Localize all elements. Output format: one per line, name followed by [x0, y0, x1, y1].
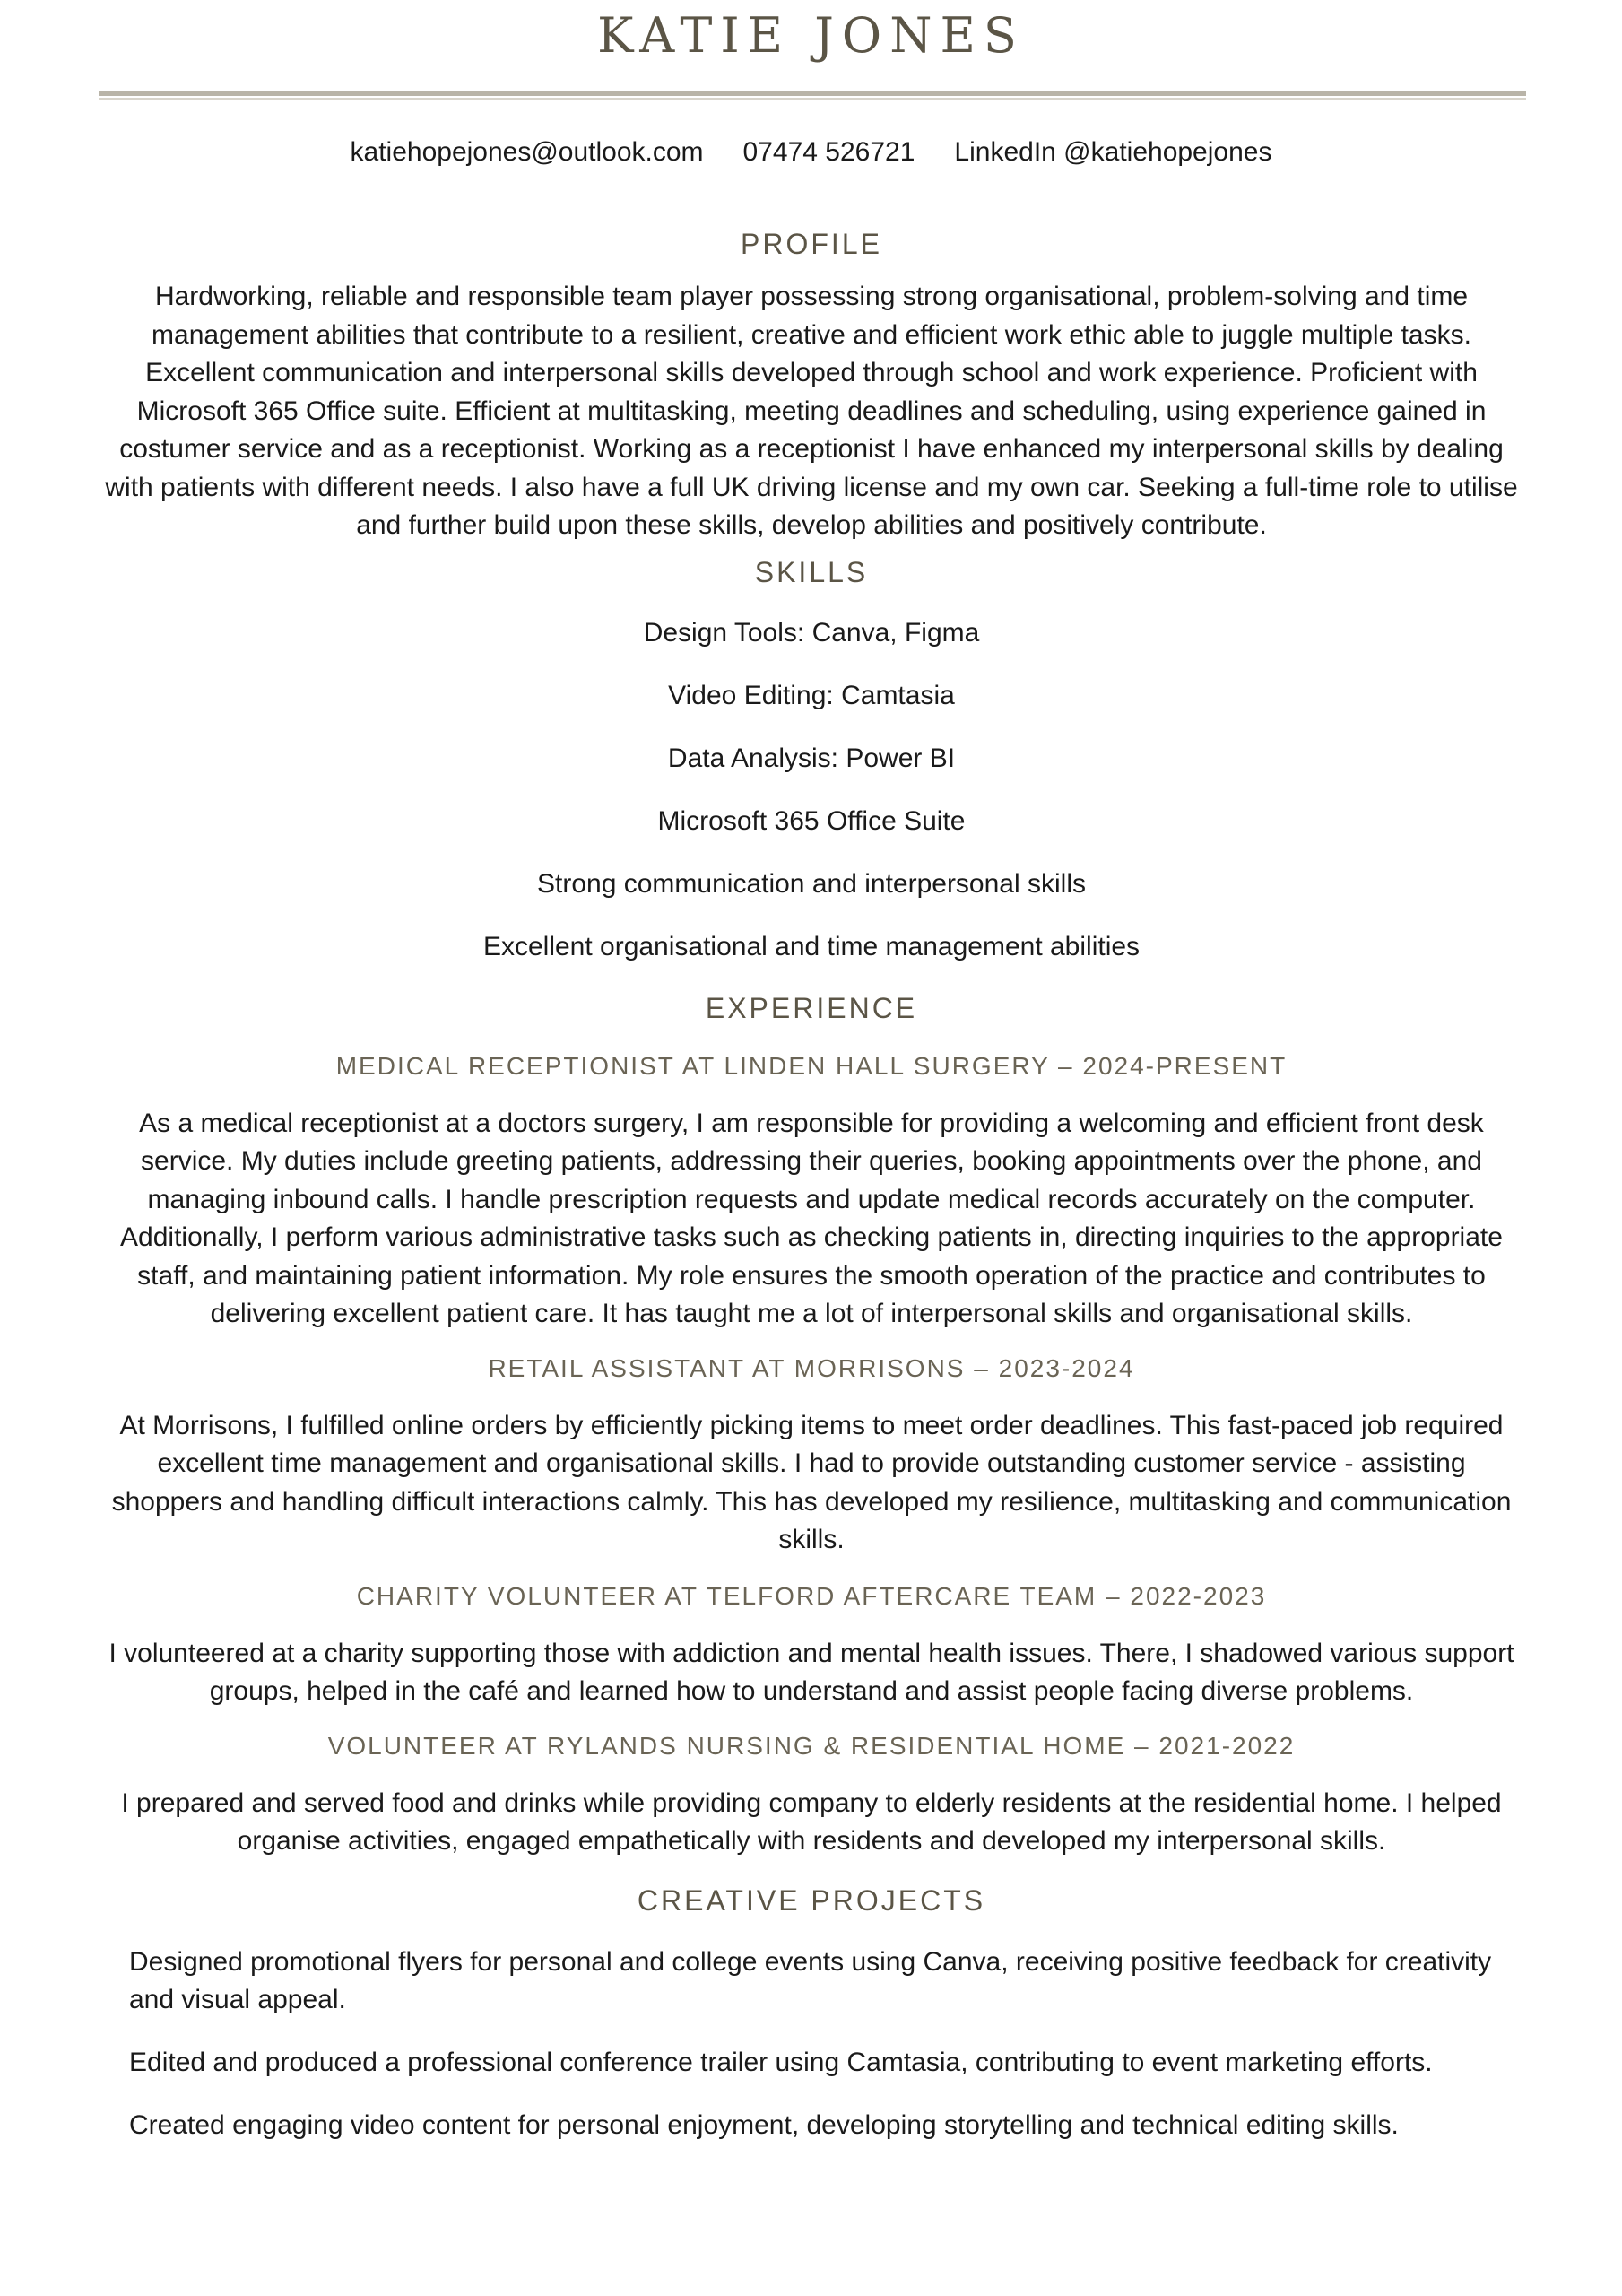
- header-divider-thin: [99, 98, 1526, 100]
- project-item: Edited and produced a professional conference trailer using Camtasia, contributing to event marketing efforts.: [129, 2047, 1433, 2077]
- job-title: CHARITY VOLUNTEER AT TELFORD AFTERCARE TEAM – 2022-2023: [356, 1581, 1267, 1610]
- header-divider: [99, 91, 1526, 96]
- section-title-experience: EXPERIENCE: [705, 991, 918, 1024]
- job-description: As a medical receptionist at a doctors surgery, I am responsible for providing a welcoming and efficient front desk service. My duties include greeting patients, addressing their queries, booking appointments over the phone, and managing inbound calls. I handle prescription requests and update medical records accurately on the computer. Additionally, I perform various administrative tasks such as checking patients in, directing inquiries to the appropriate staff, and maintaining patient information. My role ensures the smooth operation of the practice and contributes to delivering excellent patient care. It has taught me a lot of interpersonal skills and organisational skills.: [120, 1108, 1503, 1328]
- job-title: VOLUNTEER AT RYLANDS NURSING & RESIDENTIAL HOME – 2021-2022: [327, 1731, 1296, 1760]
- job-description: At Morrisons, I fulfilled online orders by efficiently picking items to meet order deadlines. This fast-paced job required excellent time management and organisational skills. I had to provide outstanding customer service - assisting shoppers and handling difficult interactions calmly. This has developed my resilience, multitasking and communication skills.: [111, 1410, 1512, 1554]
- section-title-projects: CREATIVE PROJECTS: [637, 1883, 986, 1917]
- skill-item: Video Editing: Camtasia: [668, 680, 955, 710]
- job-description: I volunteered at a charity supporting those with addiction and mental health issues. There, I shadowed various support groups, helped in the café and learned how to understand and assist people facing diverse problems.: [108, 1638, 1514, 1706]
- contact-line: [0, 135, 1622, 170]
- job-title: RETAIL ASSISTANT AT MORRISONS – 2023-2024: [488, 1353, 1135, 1382]
- profile-text: Hardworking, reliable and responsible team player possessing strong organisational, problem-solving and time management abilities that contribute to a resilient, creative and efficient work ethic able to juggle multiple tasks. Excellent communication and interpersonal skills developed through school and work experience. Proficient with Microsoft 365 Office suite. Efficient at multitasking, meeting deadlines and scheduling, using experience gained in costumer service and as a receptionist. Working as a receptionist I have enhanced my interpersonal skills by dealing with patients with different needs. I also have a full UK driving license and my own car. Seeking a full-time role to utilise and further build upon these skills, develop abilities and positively contribute.: [105, 282, 1518, 540]
- skill-item: Design Tools: Canva, Figma: [643, 617, 980, 648]
- skill-item: Strong communication and interpersonal skills: [537, 868, 1086, 899]
- skill-item: Microsoft 365 Office Suite: [657, 805, 966, 836]
- contact-phone[interactable]: 07474 526721: [742, 137, 915, 167]
- skill-item: Excellent organisational and time management abilities: [482, 931, 1141, 961]
- skill-item: Data Analysis: Power BI: [667, 743, 956, 773]
- contact-email[interactable]: katiehopejones@outlook.com: [350, 137, 704, 167]
- section-title-profile: PROFILE: [741, 228, 882, 260]
- resume-content: [100, 226, 1522, 2144]
- project-item: Designed promotional flyers for personal and college events using Canva, receiving positive feedback for creativity and visual appeal.: [129, 1946, 1492, 2014]
- section-title-skills: SKILLS: [754, 555, 869, 588]
- job-title: MEDICAL RECEPTIONIST AT LINDEN HALL SURGERY – 2024-PRESENT: [335, 1051, 1288, 1080]
- resume-name: KATIE JONES: [597, 7, 1025, 64]
- project-item: Created engaging video content for personal enjoyment, developing storytelling and technical editing skills.: [129, 2109, 1399, 2140]
- job-description: I prepared and served food and drinks while providing company to elderly residents at the residential home. I helped organise activities, engaged empathetically with residents and developed my interpersonal skills.: [121, 1787, 1502, 1856]
- contact-linkedin[interactable]: LinkedIn @katiehopejones: [954, 137, 1272, 167]
